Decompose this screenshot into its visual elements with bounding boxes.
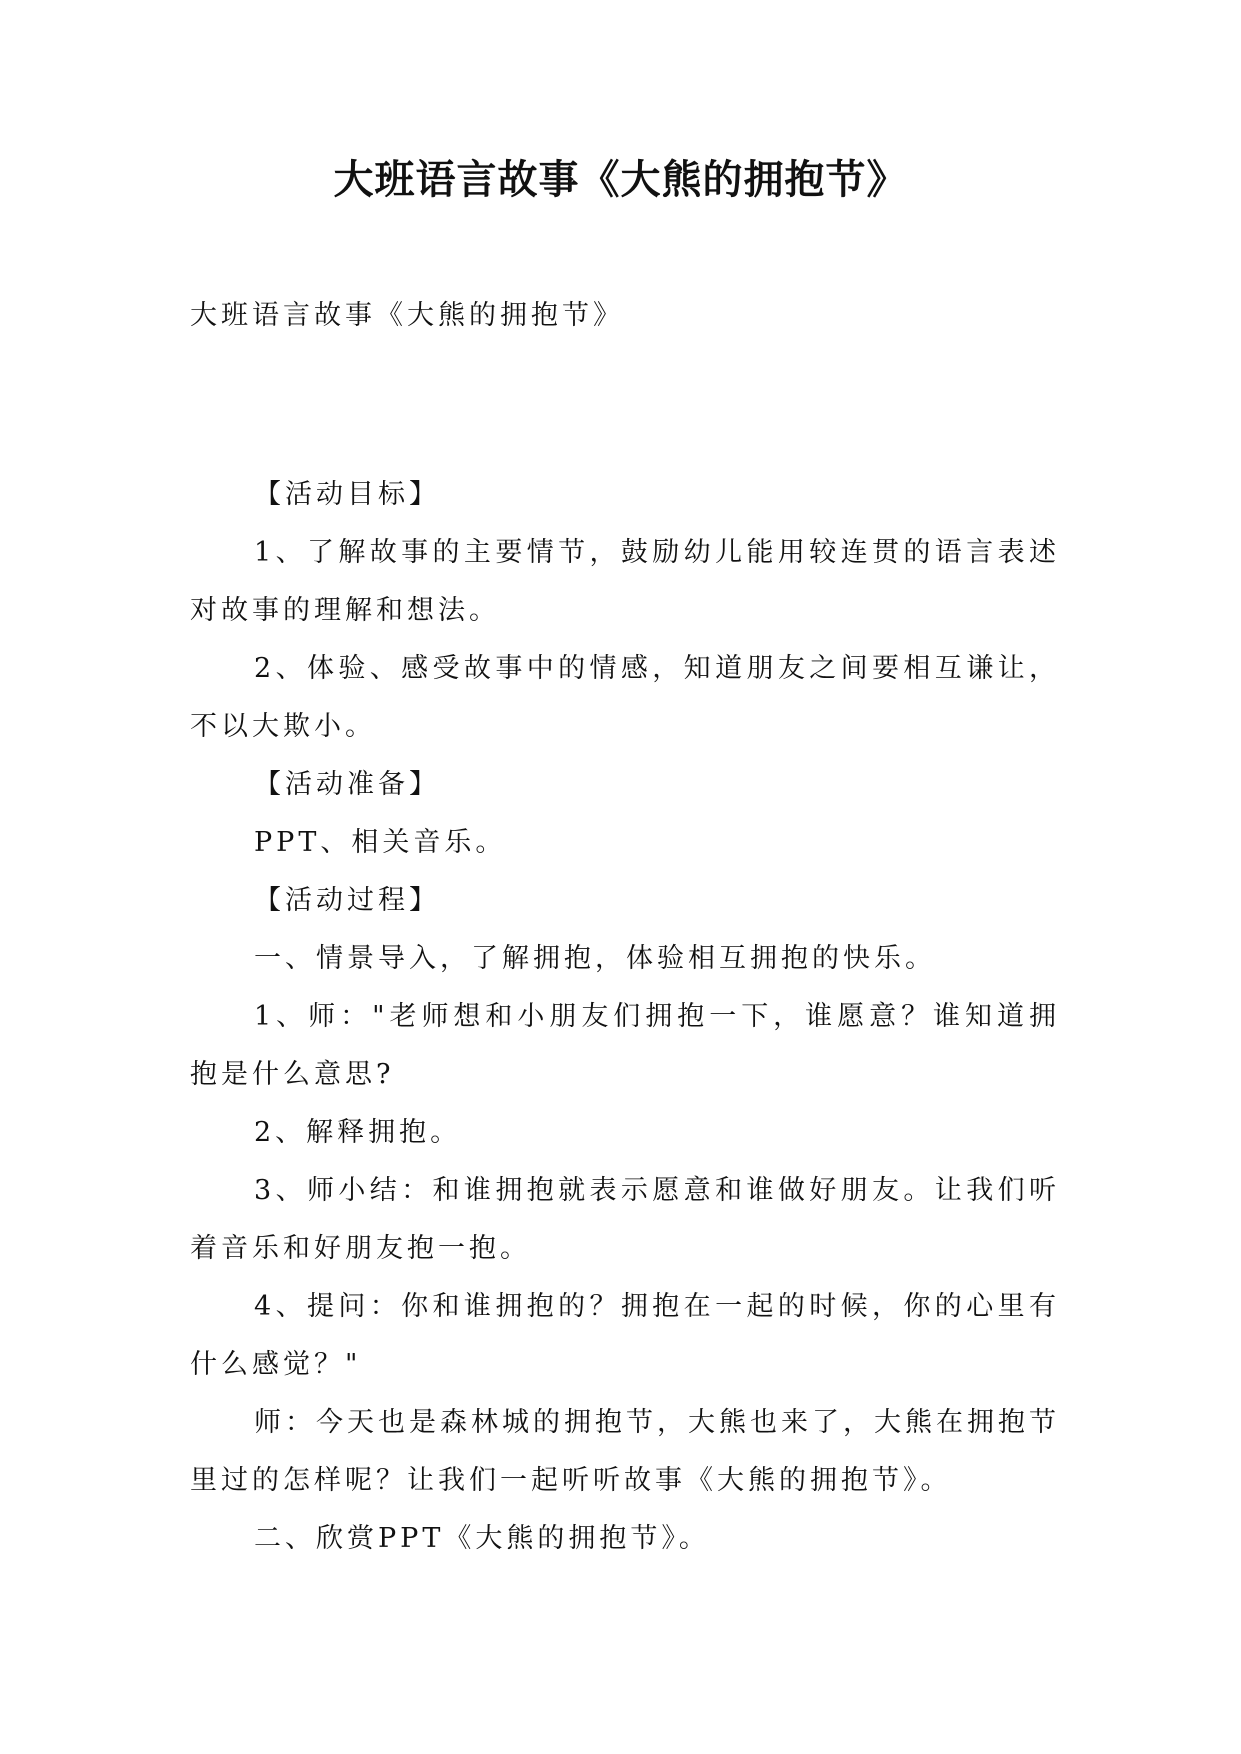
document-body (190, 466, 1060, 1568)
section-heading-process: 【活动过程】 (254, 885, 440, 916)
paragraph: 4、提问：你和谁拥抱的？拥抱在一起的时候，你的心里有什么感觉？" (190, 1291, 1060, 1380)
paragraph: 师：今天也是森林城的拥抱节，大熊也来了，大熊在拥抱节里过的怎样呢？让我们一起听听故事《大熊的拥抱节》。 (190, 1407, 1060, 1496)
document-subtitle: 大班语言故事《大熊的拥抱节》 (190, 300, 624, 331)
paragraph: 2、体验、感受故事中的情感，知道朋友之间要相互谦让，不以大欺小。 (190, 653, 1060, 742)
section-heading-preparation: 【活动准备】 (254, 769, 440, 800)
section-heading-goals: 【活动目标】 (254, 479, 440, 510)
paragraph: 一、情景导入，了解拥抱，体验相互拥抱的快乐。 (254, 943, 936, 974)
paragraph: 二、欣赏PPT《大熊的拥抱节》。 (254, 1523, 710, 1554)
paragraph: 1、师："老师想和小朋友们拥抱一下，谁愿意？谁知道拥抱是什么意思? (190, 1001, 1060, 1090)
paragraph: 2、解释拥抱。 (254, 1117, 462, 1148)
paragraph: PPT、相关音乐。 (254, 827, 507, 858)
page-title: 大班语言故事《大熊的拥抱节》 (333, 157, 908, 203)
paragraph: 3、师小结：和谁拥抱就表示愿意和谁做好朋友。让我们听着音乐和好朋友抱一抱。 (190, 1175, 1060, 1264)
paragraph: 1、了解故事的主要情节，鼓励幼儿能用较连贯的语言表述对故事的理解和想法。 (190, 537, 1060, 626)
